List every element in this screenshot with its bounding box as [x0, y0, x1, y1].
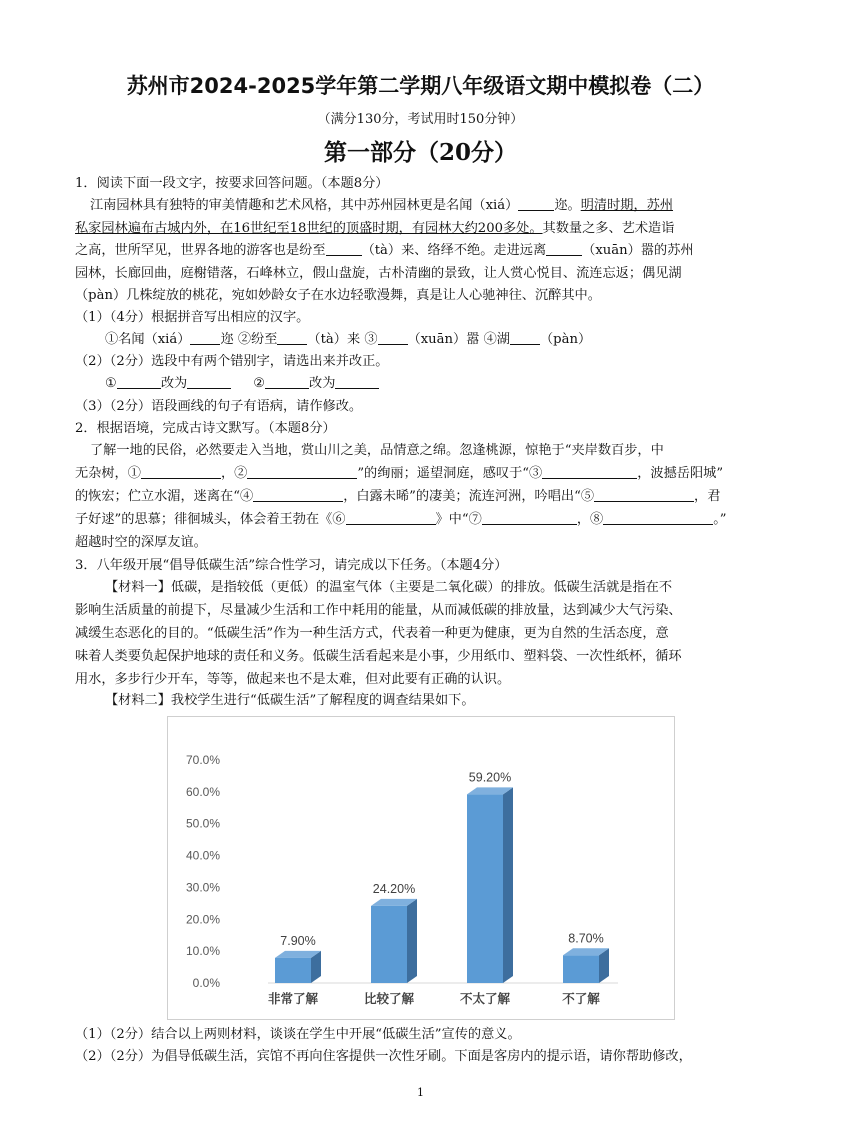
q3-heading: 3．八年级开展“倡导低碳生活”综合性学习，请完成以下任务。（本题4分） — [75, 558, 508, 573]
y-tick-label: 70.0% — [185, 753, 220, 767]
paper-title: 苏州市2024-2025学年第二学期八年级语文期中模拟卷（二） — [126, 74, 715, 98]
q2-text-line: 的恢宏；伫立水湄，迷离在“④ ，白露未晞”的凄美；流连河洲，吟唱出“⑤ ，君 — [75, 489, 721, 504]
bar — [563, 955, 599, 983]
q1-sub3: （3）（2分）语段画线的句子有语病，请作修改。 — [75, 399, 363, 414]
category-label: 非常了解 — [267, 991, 319, 1006]
q3-material-two: 【材料二】我校学生进行“低碳生活”了解程度的调查结果如下。 — [105, 693, 475, 708]
answer-blank[interactable] — [265, 374, 309, 389]
answer-blank[interactable] — [378, 330, 408, 345]
q3-material-line: 【材料一】低碳，是指较低（更低）的温室气体（主要是二氧化碳）的排放。低碳生活就是指在不 — [105, 580, 673, 595]
answer-blank[interactable] — [594, 487, 694, 502]
answer-blank[interactable] — [141, 464, 221, 479]
answer-blank[interactable] — [190, 330, 220, 345]
q2-text-line: 无杂树，① ，② ”的绚丽；遥望洞庭，感叹于“③ ，波撼岳阳城” — [75, 466, 724, 481]
bar-side — [503, 787, 513, 983]
data-label: 7.90% — [280, 933, 316, 948]
q1-sub1: （1）（4分）根据拼音写出相应的汉字。 — [75, 310, 310, 325]
answer-blank[interactable] — [187, 374, 231, 389]
q1-sub2: （2）（2分）选段中有两个错别字，请选出来并改正。 — [75, 354, 389, 369]
answer-blank[interactable] — [542, 464, 637, 479]
y-tick-label: 10.0% — [185, 944, 220, 959]
answer-blank[interactable] — [117, 374, 161, 389]
q3-material-line: 用水，多步行少开车，等等，做起来也不是太难，但对此要有正确的认识。 — [75, 672, 511, 687]
q3-material-line: 影响生活质量的前提下，尽量减少生活和工作中耗用的能量，从而减低碳的排放量，达到减少大气污染、 — [75, 603, 682, 618]
q3-material-line: 减缓生态恶化的目的。“低碳生活”作为一种生活方式，代表着一种更为健康，更为自然的生活态度，意 — [75, 626, 669, 641]
q2-heading: 2．根据语境，完成古诗文默写。（本题8分） — [75, 421, 336, 436]
paper-subtitle: （满分130分，考试用时150分钟） — [317, 112, 524, 127]
q3-material-line: 味着人类要负起保护地球的责任和义务。低碳生活看起来是小事，少用纸巾、塑料袋、一次性纸杯，循环 — [75, 649, 682, 664]
survey-bar-chart — [168, 717, 674, 1019]
data-label: 24.20% — [372, 881, 416, 896]
answer-blank[interactable] — [277, 330, 307, 345]
survey-chart — [167, 716, 675, 1020]
q3-sub2: （2）（2分）为倡导低碳生活，宾馆不再向住客提供一次性牙刷。下面是客房内的提示语，请你帮助修改， — [75, 1049, 692, 1064]
data-label: 8.70% — [568, 931, 604, 946]
q1-passage-line: 私家园林遍布古城内外，在16世纪至18世纪的顶盛时期，有园林大约200多处。其数量之多、艺术造诣 — [75, 221, 675, 236]
bar-side — [407, 899, 417, 983]
q2-text-line: 子好逑”的思慕；徘徊城头，体会着王勃在《⑥ 》中“⑦ ，⑧ 。” — [75, 512, 727, 527]
y-tick-label: 60.0% — [185, 784, 220, 799]
answer-blank[interactable] — [346, 510, 436, 525]
category-label: 不太了解 — [459, 991, 511, 1006]
category-label: 不了解 — [562, 991, 600, 1006]
answer-blank[interactable] — [335, 374, 379, 389]
q3-sub1: （1）（2分）结合以上两则材料，谈谈在学生中开展“低碳生活”宣传的意义。 — [75, 1027, 521, 1042]
answer-blank[interactable] — [253, 487, 343, 502]
q1-passage-line: 之高，世所罕见，世界各地的游客也是纷至 （tà）来、络绎不绝。走进远离 （xuān）嚣的苏州 — [75, 243, 694, 258]
q1-sub1-answers: ①名闻（xiá） 迩 ②纷至 （tà）来 ③ （xuān）嚣 ④湖 （pàn） — [105, 332, 592, 347]
part-heading: 第一部分（20分） — [323, 139, 517, 166]
q1-passage-line: 园林，长廊回曲，庭榭错落，石峰林立，假山盘旋，古朴清幽的景致，让人赏心悦目、流连忘返；偶见湖 — [75, 266, 682, 281]
q2-text-line: 超越时空的深厚友谊。 — [75, 535, 207, 550]
answer-blank[interactable] — [247, 464, 357, 479]
y-tick-label: 50.0% — [185, 816, 220, 831]
q1-sub2-answers: ① 改为 ② 改为 — [105, 374, 379, 394]
bar — [275, 958, 311, 983]
y-tick-label: 20.0% — [185, 912, 220, 927]
y-tick-label: 0.0% — [192, 976, 220, 990]
q1-passage-line: 江南园林具有独特的审美情趣和艺术风格，其中苏州园林更是名闻（xiá） 迩。明清时期，苏州 — [90, 198, 674, 213]
bar — [371, 906, 407, 983]
answer-blank[interactable] — [510, 330, 540, 345]
data-label: 59.20% — [468, 770, 512, 785]
bar — [467, 794, 503, 983]
answer-blank[interactable] — [603, 510, 713, 525]
q2-text-line: 了解一地的民俗，必然要走入当地，赏山川之美，品情意之绵。忽逢桃源，惊艳于“夹岸数百步，中 — [90, 443, 664, 458]
q1-heading: 1．阅读下面一段文字，按要求回答问题。（本题8分） — [75, 176, 389, 191]
category-label: 比较了解 — [363, 991, 415, 1006]
answer-blank[interactable] — [482, 510, 577, 525]
page-number: 1 — [417, 1086, 424, 1099]
q1-passage-line: （pàn）几株绽放的桃花，宛如妙龄女子在水边轻歌漫舞，真是让人心驰神往、沉醉其中。 — [75, 288, 601, 303]
y-tick-label: 30.0% — [185, 880, 220, 895]
y-tick-label: 40.0% — [185, 848, 220, 863]
